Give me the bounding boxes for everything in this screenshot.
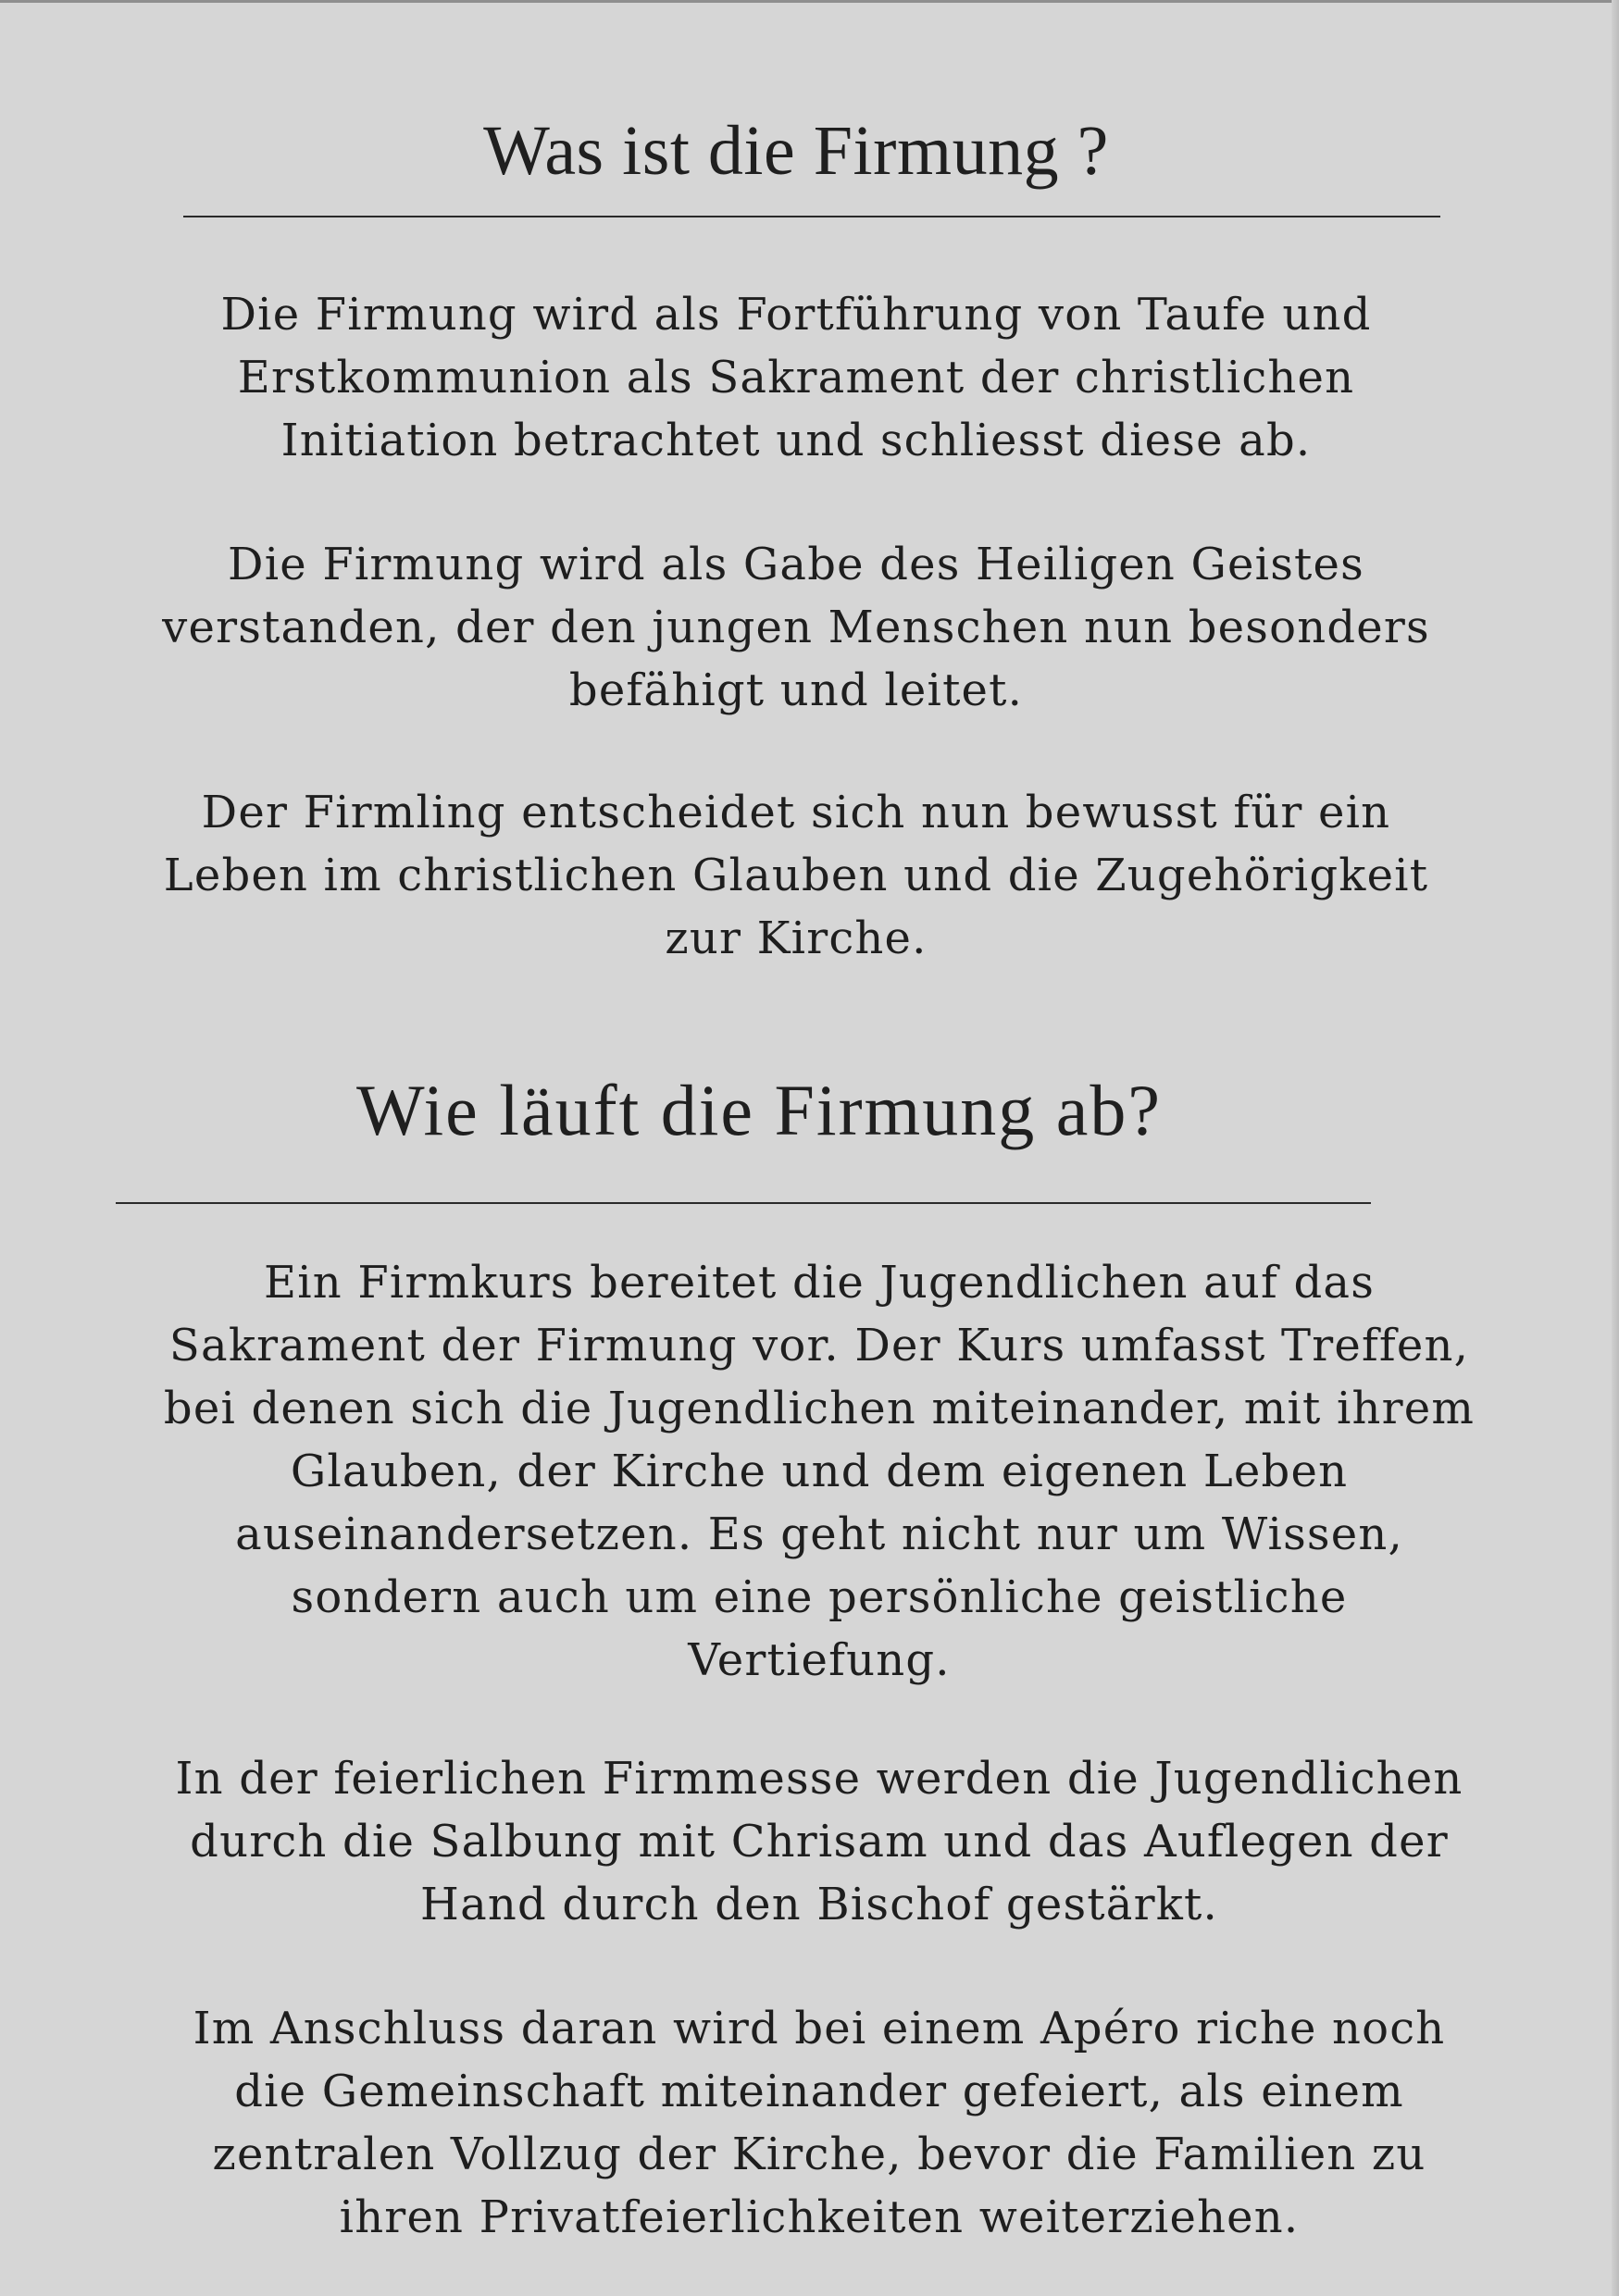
page-top-edge: [0, 0, 1619, 3]
heading-underline-1: [183, 216, 1440, 217]
section-heading-was-ist-die-firmung: Was ist die Firmung ?: [483, 112, 1109, 190]
paragraph-firmung-fortfuehrung: Die Firmung wird als Fortführung von Taufe und Erstkommunion als Sakrament der christlichen Initiation betrachtet und schliesst diese ab.: [220, 289, 1372, 466]
paragraph-firmling-entscheidet: Der Firmling entscheidet sich nun bewusst für ein Leben im christlichen Glauben und die Zugehörigkeit zur Kirche.: [163, 787, 1429, 964]
paragraph-gabe-heiliger-geist: Die Firmung wird als Gabe des Heiligen Geistes verstanden, der den jungen Menschen nun besonders befähigt und leitet.: [162, 539, 1430, 716]
page-right-edge: [1612, 0, 1619, 2296]
heading-underline-2: [116, 1202, 1371, 1204]
paragraph-firmmesse: In der feierlichen Firmmesse werden die Jugendlichen durch die Salbung mit Chrisam und das Auflegen der Hand durch den Bischof gestärkt.: [175, 1753, 1463, 1930]
section-heading-wie-laeuft-die-firmung-ab: Wie läuft die Firmung ab?: [356, 1070, 1162, 1150]
paragraph-firmkurs: Ein Firmkurs bereitet die Jugendlichen auf das Sakrament der Firmung vor. Der Kurs umfasst Treffen, bei denen sich die Jugendlichen miteinander, mit ihrem Glauben, der Kirche und dem eigenen Leben auseinandersetzen. Es geht nicht nur um Wissen, sondern auch um eine persönliche geistliche Vertiefung.: [163, 1257, 1476, 1686]
paragraph-apero-riche: Im Anschluss daran wird bei einem Apéro riche noch die Gemeinschaft miteinander gefeiert, als einem zentralen Vollzug der Kirche, bevor die Familien zu ihren Privatfeierlichkeiten weiterziehen.: [193, 2003, 1446, 2243]
